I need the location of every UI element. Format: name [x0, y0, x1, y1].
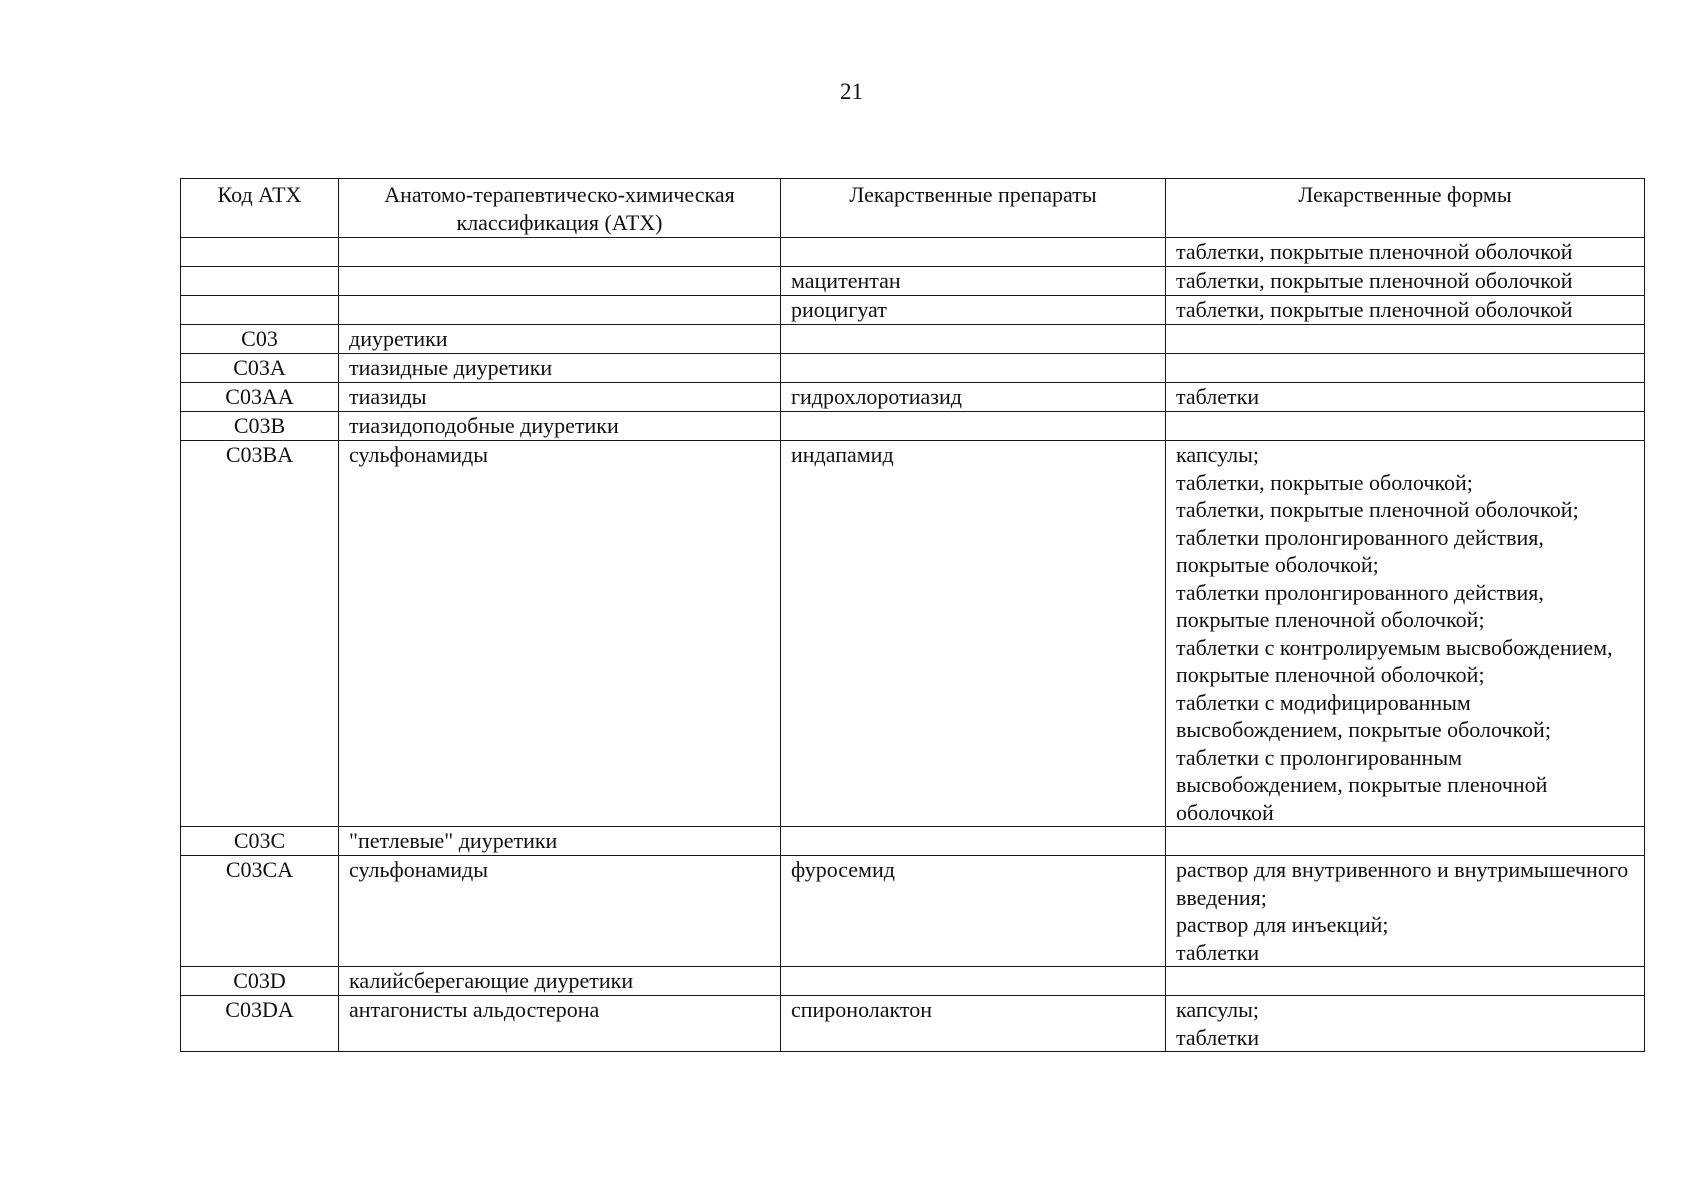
- table-row: [181, 325, 1645, 354]
- cell-atx-code: C03CA: [181, 856, 339, 967]
- dosage-form-item: таблетки, покрытые оболочкой;: [1176, 469, 1473, 495]
- cell-atx-classification: тиазидные диуретики: [339, 354, 781, 383]
- cell-drug: [781, 967, 1166, 996]
- cell-atx-classification: "петлевые" диуретики: [339, 827, 781, 856]
- cell-atx-code: C03D: [181, 967, 339, 996]
- dosage-form-item: капсулы;: [1176, 442, 1259, 467]
- cell-drug: риоцигуат: [781, 296, 1166, 325]
- cell-drug: [781, 238, 1166, 267]
- table-row: [181, 296, 1645, 325]
- cell-dosage-forms: [1166, 441, 1645, 827]
- cell-dosage-forms: [1166, 827, 1645, 856]
- table-row: [181, 441, 1645, 827]
- table-body: [181, 238, 1645, 1052]
- cell-dosage-forms: [1166, 267, 1645, 296]
- dosage-form-item: капсулы;: [1176, 997, 1259, 1022]
- header-atx-classification: Анатомо-терапевтическо-химическая классификация (АТХ): [339, 179, 781, 238]
- table-row: [181, 238, 1645, 267]
- table-row: [181, 967, 1645, 996]
- table-row: [181, 267, 1645, 296]
- cell-atx-code: [181, 238, 339, 267]
- dosage-form-item: таблетки с пролонгированным высвобождением, покрытые пленочной оболочкой: [1176, 744, 1548, 825]
- header-drugs: Лекарственные препараты: [781, 179, 1166, 238]
- cell-atx-code: C03A: [181, 354, 339, 383]
- dosage-form-item: таблетки с модифицированным высвобождением, покрытые оболочкой;: [1176, 689, 1551, 742]
- atx-table: [180, 178, 1645, 1052]
- dosage-form-item: таблетки, покрытые пленочной оболочкой: [1176, 239, 1573, 264]
- cell-atx-classification: диуретики: [339, 325, 781, 354]
- table-row: [181, 827, 1645, 856]
- cell-atx-classification: сульфонамиды: [339, 441, 781, 827]
- cell-dosage-forms: [1166, 238, 1645, 267]
- table-row: [181, 354, 1645, 383]
- cell-atx-code: C03B: [181, 412, 339, 441]
- cell-dosage-forms: [1166, 296, 1645, 325]
- cell-dosage-forms: [1166, 383, 1645, 412]
- cell-atx-classification: сульфонамиды: [339, 856, 781, 967]
- cell-drug: [781, 354, 1166, 383]
- header-row: [181, 179, 1645, 238]
- cell-atx-classification: [339, 267, 781, 296]
- dosage-form-item: таблетки, покрытые пленочной оболочкой: [1176, 297, 1573, 322]
- dosage-form-item: таблетки: [1176, 1024, 1260, 1050]
- cell-atx-classification: [339, 296, 781, 325]
- cell-atx-classification: тиазиды: [339, 383, 781, 412]
- cell-atx-code: [181, 267, 339, 296]
- cell-atx-code: C03BA: [181, 441, 339, 827]
- cell-atx-code: C03: [181, 325, 339, 354]
- cell-atx-classification: тиазидоподобные диуретики: [339, 412, 781, 441]
- cell-drug: мацитентан: [781, 267, 1166, 296]
- table-row: [181, 383, 1645, 412]
- dosage-form-item: таблетки пролонгированного действия, покрытые оболочкой;: [1176, 524, 1544, 577]
- cell-drug: спиронолактон: [781, 996, 1166, 1052]
- cell-atx-classification: [339, 238, 781, 267]
- cell-dosage-forms: [1166, 354, 1645, 383]
- table-row: [181, 996, 1645, 1052]
- dosage-form-item: таблетки пролонгированного действия, покрытые пленочной оболочкой;: [1176, 579, 1544, 632]
- dosage-form-item: таблетки: [1176, 939, 1260, 965]
- cell-dosage-forms: [1166, 325, 1645, 354]
- table-row: [181, 856, 1645, 967]
- cell-drug: [781, 827, 1166, 856]
- table-row: [181, 412, 1645, 441]
- cell-atx-classification: антагонисты альдостерона: [339, 996, 781, 1052]
- header-dosage-forms: Лекарственные формы: [1166, 179, 1645, 238]
- cell-atx-code: C03DA: [181, 996, 339, 1052]
- header-atx-code: Код АТХ: [181, 179, 339, 238]
- cell-dosage-forms: [1166, 967, 1645, 996]
- dosage-form-item: раствор для инъекций;: [1176, 912, 1389, 937]
- table-header: [181, 179, 1645, 238]
- page-number: 21: [840, 79, 863, 104]
- cell-dosage-forms: [1166, 856, 1645, 967]
- cell-drug: [781, 412, 1166, 441]
- cell-atx-code: [181, 296, 339, 325]
- cell-atx-classification: калийсберегающие диуретики: [339, 967, 781, 996]
- cell-dosage-forms: [1166, 412, 1645, 441]
- cell-drug: гидрохлоротиазид: [781, 383, 1166, 412]
- dosage-form-item: таблетки, покрытые пленочной оболочкой;: [1176, 497, 1579, 522]
- dosage-form-item: таблетки: [1176, 384, 1260, 409]
- dosage-form-item: раствор для внутривенного и внутримышечного введения;: [1176, 857, 1629, 910]
- cell-drug: [781, 325, 1166, 354]
- cell-atx-code: C03C: [181, 827, 339, 856]
- dosage-form-item: таблетки, покрытые пленочной оболочкой: [1176, 268, 1573, 293]
- cell-drug: фуросемид: [781, 856, 1166, 967]
- cell-drug: индапамид: [781, 441, 1166, 827]
- dosage-form-item: таблетки с контролируемым высвобождением, покрытые пленочной оболочкой;: [1176, 634, 1613, 687]
- cell-dosage-forms: [1166, 996, 1645, 1052]
- cell-atx-code: C03AA: [181, 383, 339, 412]
